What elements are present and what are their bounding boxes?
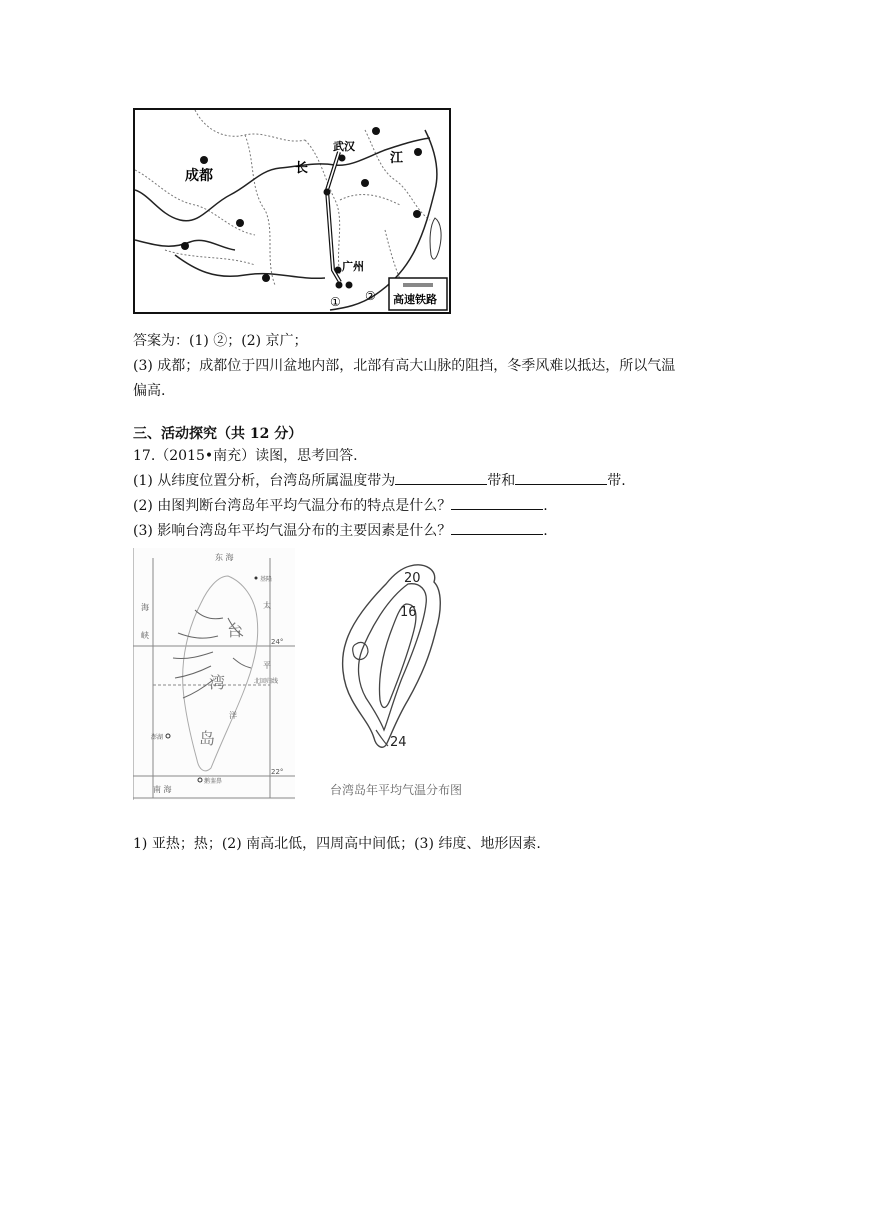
city-dot xyxy=(413,210,421,218)
q1-blank-1[interactable] xyxy=(395,470,487,485)
city-dot-wuhan xyxy=(339,155,346,162)
question-17-part1 xyxy=(133,470,626,491)
marker-2: ② xyxy=(365,289,376,303)
q3-end: . xyxy=(543,523,548,539)
taiwan-island xyxy=(430,218,441,259)
label-south-china-sea: 南 海 xyxy=(153,785,172,794)
city-dot xyxy=(372,127,380,135)
city-dot xyxy=(262,274,270,282)
label-strait-a: 海 xyxy=(141,603,149,612)
answer2-line: 1) 亚热；热；(2) 南高北低，四周高中间低；(3) 纬度、地形因素. xyxy=(133,836,541,852)
label-tai-char: 台 xyxy=(227,621,244,640)
label-river-jiang: 江 xyxy=(390,151,404,166)
label-ping: 平 xyxy=(263,661,271,670)
city-dot xyxy=(361,179,369,187)
label-wan-char: 湾 xyxy=(209,673,226,692)
label-isotherm-16: 16 xyxy=(400,605,417,620)
label-keelung: 基隆 xyxy=(260,576,273,583)
label-lat-22: 22° xyxy=(271,768,284,776)
isotherm-map-caption: 台湾岛年平均气温分布图 xyxy=(330,783,463,797)
q1-text-a: (1) 从纬度位置分析，台湾岛所属温度带为 xyxy=(133,473,396,489)
label-isotherm-24: 24 xyxy=(390,735,407,750)
label-wuhan: 武汉 xyxy=(333,140,355,153)
city-dot xyxy=(200,156,208,164)
taiwan-isotherm-svg xyxy=(330,560,500,800)
label-isotherm-20: 20 xyxy=(404,571,421,586)
marker-1: ① xyxy=(330,295,341,309)
q1-blank-2[interactable] xyxy=(515,470,607,485)
city-dot xyxy=(181,242,189,250)
label-chengdu: 成都 xyxy=(185,168,213,184)
keelung-dot xyxy=(255,577,258,580)
section3-heading: 三、活动探究（共 12 分） xyxy=(133,426,303,442)
q1-text-b: 带和 xyxy=(487,473,516,489)
railway-map-svg xyxy=(135,110,449,312)
label-strait-b: 峡 xyxy=(141,631,149,640)
label-guangzhou: 广州 xyxy=(342,260,364,273)
taiwan-location-map-svg xyxy=(133,548,295,800)
q2-text: (2) 由图判断台湾岛年平均气温分布的特点是什么？ xyxy=(133,498,452,514)
isotherm-24 xyxy=(376,730,388,746)
answer1-line1: 答案为：(1) ②；(2) 京广； xyxy=(133,333,308,349)
legend-label: 高速铁路 xyxy=(393,293,437,306)
q3-blank[interactable] xyxy=(451,520,543,535)
label-yang: 洋 xyxy=(229,711,237,720)
q1-text-c: 带. xyxy=(607,473,626,489)
q2-end: . xyxy=(543,498,548,514)
railway-map xyxy=(133,108,451,314)
taiwan-isotherm-map xyxy=(330,560,500,800)
taiwan-location-map xyxy=(133,548,295,800)
city-dot xyxy=(414,148,422,156)
label-eluanbi: 鹅銮鼻 xyxy=(204,778,223,785)
high-speed-rail xyxy=(327,152,340,282)
label-east-china-sea: 东 海 xyxy=(215,553,234,562)
label-dao-char: 岛 xyxy=(199,729,216,748)
city-dot xyxy=(236,219,244,227)
question-17-part3 xyxy=(133,520,548,541)
question-17-intro: 17.（2015•南充）读图，思考回答. xyxy=(133,448,358,464)
label-penghu: 澎湖 xyxy=(151,734,164,741)
q3-text: (3) 影响台湾岛年平均气温分布的主要因素是什么？ xyxy=(133,523,452,539)
city-dot xyxy=(336,282,343,289)
rivers xyxy=(135,138,430,278)
city-dot xyxy=(324,189,331,196)
legend xyxy=(389,278,447,310)
label-lat-24: 24° xyxy=(271,638,284,646)
label-tropic: 北回归线 xyxy=(254,678,279,685)
label-river-chang: 长 xyxy=(295,161,309,176)
answer1-line2: (3) 成都；成都位于四川盆地内部，北部有高大山脉的阻挡，冬季风难以抵达，所以气温 xyxy=(133,358,676,374)
q2-blank[interactable] xyxy=(451,495,543,510)
question-17-part2 xyxy=(133,495,548,516)
province-boundaries xyxy=(135,110,430,290)
answer1-line3: 偏高. xyxy=(133,383,166,399)
city-dots xyxy=(181,127,422,289)
city-dot xyxy=(346,282,353,289)
city-dot-guangzhou xyxy=(335,267,342,274)
label-tai: 太 xyxy=(263,601,271,610)
